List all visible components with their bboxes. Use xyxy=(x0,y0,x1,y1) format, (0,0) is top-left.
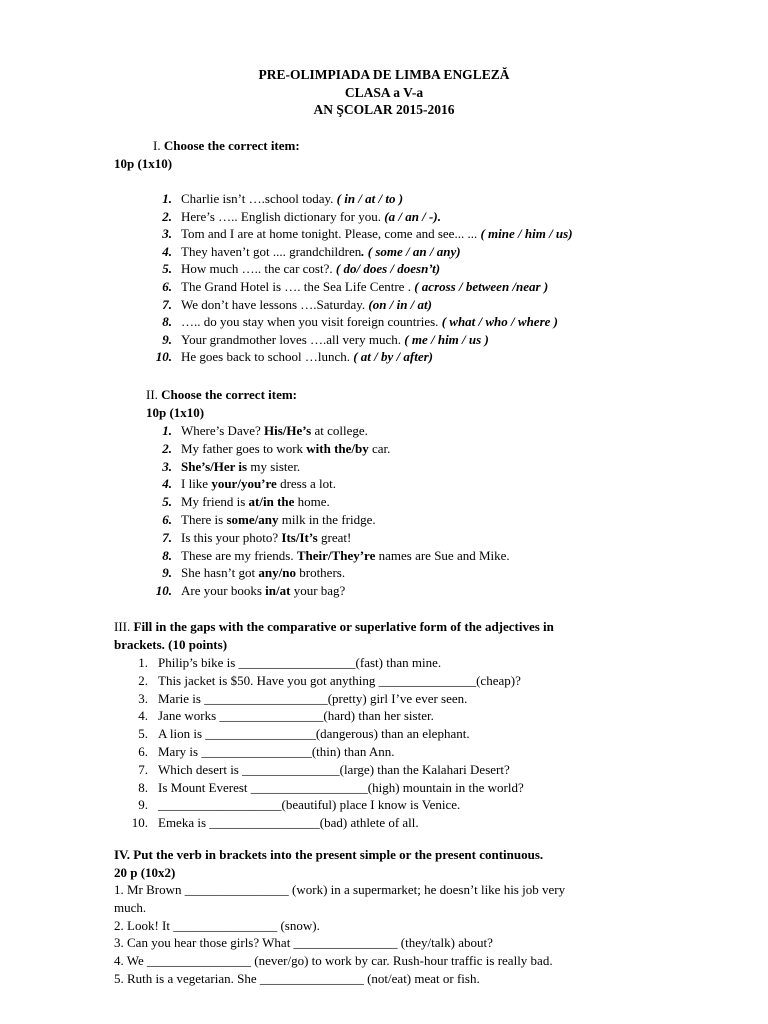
gap-fill-item: Mary is _________________(thin) than Ann. xyxy=(158,744,395,759)
item-number: 3. xyxy=(138,690,148,706)
section-4-title: IV. Put the verb in brackets into the present simple or the present continuous. xyxy=(114,847,544,862)
header-title: PRE-OLIMPIADA DE LIMBA ENGLEZĂ xyxy=(258,67,510,82)
exercise-item xyxy=(181,422,368,440)
item-number: 5. xyxy=(162,494,172,510)
header-class: CLASA a V-a xyxy=(344,85,424,100)
item-text-before: My father goes to work xyxy=(181,440,307,456)
header-school-year: AN ŞCOLAR 2015-2016 xyxy=(313,102,455,117)
exercise-item xyxy=(181,313,558,331)
item-number: 8. xyxy=(162,547,172,563)
item-number: 5. xyxy=(138,726,148,742)
item-text-after: names are Sue and Mike. xyxy=(375,547,510,563)
item-choice: She’s/Her is xyxy=(181,458,248,474)
item-text: He goes back to school …lunch. xyxy=(181,349,354,365)
item-text-after: car. xyxy=(368,440,391,456)
item-options: ( mine / him / us) xyxy=(480,226,573,242)
exercise-item xyxy=(181,243,461,261)
item-number: 1. xyxy=(162,423,172,438)
gap-fill-item: Jane works ________________(hard) than her sister. xyxy=(158,708,434,724)
item-number: 2. xyxy=(162,440,172,456)
gap-fill-item: Emeka is _________________(bad) athlete of all. xyxy=(158,815,419,831)
item-options: (on / in / at) xyxy=(368,296,432,312)
item-text-before: There is xyxy=(181,512,227,527)
gap-fill-item: A lion is _________________(dangerous) than an elephant. xyxy=(158,726,470,742)
exercise-item xyxy=(181,260,440,278)
item-text: Your grandmother loves ….all very much. xyxy=(181,331,405,347)
item-text-before: I like xyxy=(181,476,212,492)
item-number: 7. xyxy=(162,529,172,545)
item-options: ( across / between /near ) xyxy=(414,279,549,294)
exercise-item xyxy=(181,296,432,314)
item-number: 4. xyxy=(162,243,172,259)
item-text: We don’t have lessons ….Saturday. xyxy=(181,296,369,312)
item-number: 8. xyxy=(138,779,148,795)
exercise-item xyxy=(181,225,573,243)
item-number: 3. xyxy=(162,226,172,242)
exercise-item xyxy=(181,529,351,547)
section-2-heading xyxy=(146,386,297,404)
section-3-heading xyxy=(114,618,554,636)
item-text-after: milk in the fridge. xyxy=(278,512,376,527)
section-4-points: 20 p (10x2) xyxy=(114,865,176,880)
verb-exercise-line: 5. Ruth is a vegetarian. She ________________ (not/eat) meat or fish. xyxy=(114,971,480,986)
item-number: 3. xyxy=(162,458,172,474)
item-text-after: brothers. xyxy=(295,565,346,581)
item-choice: with the/by xyxy=(306,440,369,456)
item-number: 4. xyxy=(138,708,148,724)
item-number: 7. xyxy=(138,761,148,777)
item-choice: some/any xyxy=(226,512,279,527)
item-text: How much ….. the car cost?. xyxy=(181,261,336,277)
exercise-item xyxy=(181,331,489,349)
item-text: Tom and I are at home tonight. Please, come and see... ... xyxy=(181,226,481,242)
item-number: 10. xyxy=(155,349,172,365)
item-options: (a / an / -). xyxy=(384,208,441,224)
verb-exercise-line: 2. Look! It ________________ (snow). xyxy=(114,917,320,933)
item-text: Charlie isn’t ….school today. xyxy=(181,191,337,206)
item-choice: Its/It’s xyxy=(281,529,318,545)
item-text-after: home. xyxy=(294,494,330,510)
exercise-item xyxy=(181,440,390,458)
item-number: 7. xyxy=(162,296,172,312)
item-number: 9. xyxy=(162,565,172,581)
verb-exercise-line: 1. Mr Brown ________________ (work) in a supermarket; he doesn’t like his job very xyxy=(114,882,566,897)
item-options: ( me / him / us ) xyxy=(404,331,489,347)
item-choice: Their/They’re xyxy=(296,547,376,563)
item-number: 6. xyxy=(162,279,172,294)
section-1-heading xyxy=(153,137,300,155)
item-text-after: your bag? xyxy=(290,583,346,599)
section-3-numeral: III. xyxy=(114,619,134,634)
section-1-title: Choose the correct item: xyxy=(163,138,300,153)
item-choice: at/in the xyxy=(248,494,295,510)
gap-fill-item: Marie is ___________________(pretty) girl I’ve ever seen. xyxy=(158,690,468,706)
section-1-points: 10p (1x10) xyxy=(114,156,173,171)
gap-fill-item: Which desert is _______________(large) than the Kalahari Desert? xyxy=(158,761,510,777)
item-options: ( do/ does / doesn’t) xyxy=(335,261,441,277)
item-text: They haven’t got .... grandchildren xyxy=(181,243,362,259)
exercise-item xyxy=(181,547,510,565)
verb-exercise-line: much. xyxy=(114,899,147,915)
gap-fill-item: ___________________(beautiful) place I know is Venice. xyxy=(158,797,461,813)
gap-fill-item: This jacket is $50. Have you got anything _______________(cheap)? xyxy=(158,672,521,688)
gap-fill-item: Is Mount Everest __________________(high) mountain in the world? xyxy=(158,779,524,795)
section-3-title-line2: brackets. (10 points) xyxy=(114,637,228,652)
item-number: 1. xyxy=(162,191,172,206)
section-2-points: 10p (1x10) xyxy=(146,405,205,420)
exercise-item xyxy=(181,475,336,493)
verb-exercise-line: 4. We ________________ (never/go) to work by car. Rush-hour traffic is really bad. xyxy=(114,953,553,969)
item-options: ( at / by / after) xyxy=(353,349,434,365)
section-2-numeral: II. xyxy=(146,387,162,402)
item-text-before: Are your books xyxy=(181,583,266,599)
item-number: 2. xyxy=(162,208,172,224)
item-text: The Grand Hotel is …. the Sea Life Centre . xyxy=(181,279,415,294)
item-text-after: my sister. xyxy=(247,458,301,474)
exercise-item xyxy=(181,190,403,208)
exercise-item xyxy=(181,278,548,296)
exercise-item xyxy=(181,493,330,511)
gap-fill-item: Philip’s bike is __________________(fast) than mine. xyxy=(158,655,442,670)
item-options: ( what / who / where ) xyxy=(441,314,558,330)
item-options: . ( some / an / any) xyxy=(361,243,461,259)
item-text: Here’s ….. English dictionary for you. xyxy=(181,208,385,224)
item-text-after: dress a lot. xyxy=(276,476,337,492)
item-text-after: great! xyxy=(317,529,352,545)
item-text-after: at college. xyxy=(311,423,368,438)
item-choice: His/He’s xyxy=(264,423,312,438)
item-choice: in/at xyxy=(265,583,291,599)
item-text-before: Is this your photo? xyxy=(181,529,282,545)
exercise-item xyxy=(181,348,433,366)
item-number: 4. xyxy=(162,476,172,492)
item-text-before: She hasn’t got xyxy=(181,565,259,581)
item-options: ( in / at / to ) xyxy=(336,191,404,206)
item-number: 6. xyxy=(162,512,172,527)
verb-exercise-line: 3. Can you hear those girls? What ________________ (they/talk) about? xyxy=(114,935,493,951)
exercise-item xyxy=(181,582,345,600)
exercise-item xyxy=(181,511,376,529)
item-choice: any/no xyxy=(258,565,296,581)
item-number: 1. xyxy=(138,655,148,670)
section-1-numeral: I. xyxy=(153,138,164,153)
item-number: 10. xyxy=(131,815,148,831)
item-text-before: These are my friends. xyxy=(181,547,297,563)
section-2-title: Choose the correct item: xyxy=(161,387,298,402)
section-3-title-line1: Fill in the gaps with the comparative or superlative form of the adjectives in xyxy=(133,619,554,634)
item-text-before: Where’s Dave? xyxy=(181,423,265,438)
exercise-item xyxy=(181,564,345,582)
exercise-item xyxy=(181,458,300,476)
item-number: 8. xyxy=(162,314,172,330)
item-number: 9. xyxy=(162,331,172,347)
item-text-before: My friend is xyxy=(181,494,249,510)
item-text: ….. do you stay when you visit foreign countries. xyxy=(181,314,442,330)
item-number: 2. xyxy=(138,672,148,688)
item-number: 10. xyxy=(155,583,172,599)
item-number: 5. xyxy=(162,261,172,277)
item-number: 6. xyxy=(138,744,148,759)
exercise-item xyxy=(181,208,441,226)
item-number: 9. xyxy=(138,797,148,813)
item-choice: your/you’re xyxy=(211,476,277,492)
